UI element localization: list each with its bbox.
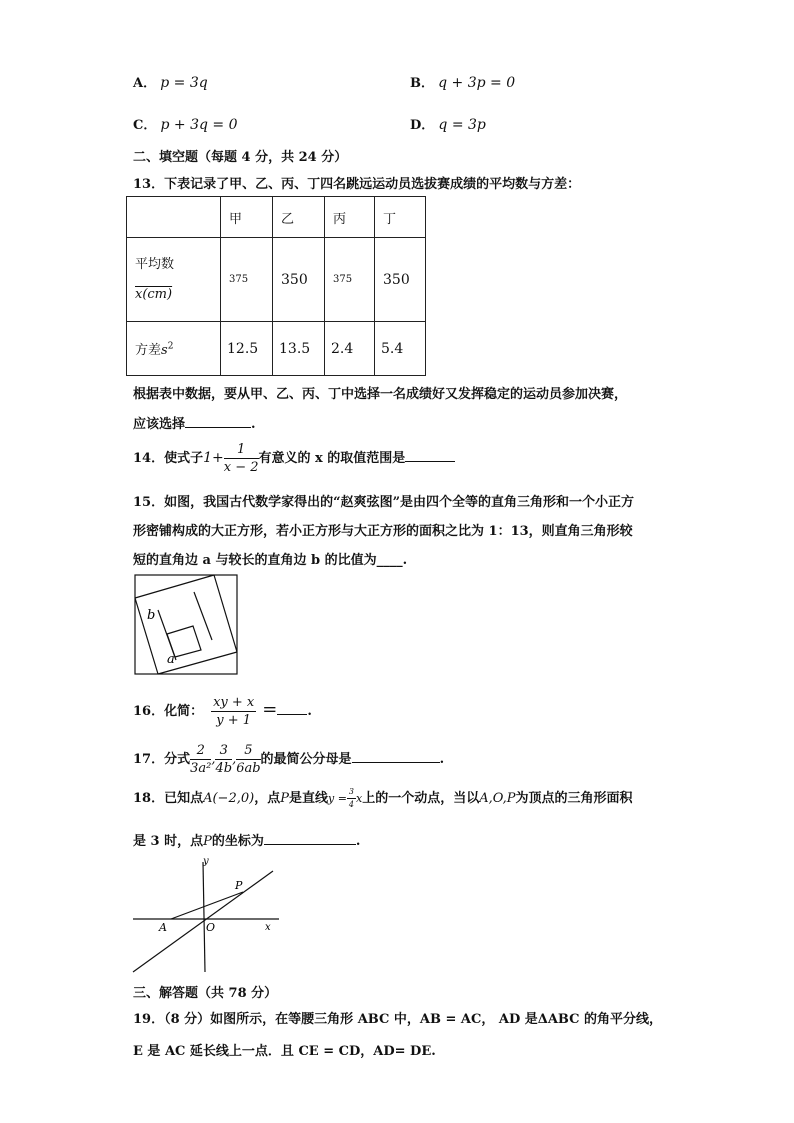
- q15-line1: 15．如图，我国古代数学家得出的“赵爽弦图”是由四个全等的直角三角形和一个小正方: [133, 495, 635, 510]
- choice-d: [410, 114, 486, 133]
- q18-mid3: 上的一个动点，当以: [362, 791, 480, 806]
- inner-square-edge: [194, 592, 212, 640]
- q16-frac-den: y + 1: [216, 713, 252, 728]
- q17-sep: ,: [211, 752, 216, 767]
- q18-line1: [133, 784, 633, 814]
- q18-prefix: 18．已知点: [133, 791, 204, 806]
- q17-frac2-den: 4b: [215, 761, 233, 776]
- q17-suffix-a: 的最简公分母是: [260, 752, 352, 767]
- choice-c-text: p + 3q = 0: [160, 117, 238, 133]
- triangle-edge: [135, 575, 214, 598]
- coordinate-figure: [131, 856, 281, 974]
- table-cell: 350: [273, 238, 325, 322]
- variance-symbol: s: [161, 343, 168, 358]
- q17-fraction-1: [190, 744, 211, 775]
- q14-frac-den: x − 2: [223, 460, 259, 475]
- label-P: P: [235, 879, 243, 892]
- label-y: y: [203, 856, 209, 867]
- choice-a-text: p = 3q: [160, 75, 208, 91]
- q13-stem: 13．下表记录了甲、乙、丙、丁四名跳远运动员选拔赛成绩的平均数与方差：: [133, 177, 581, 192]
- q17-sep: ,: [232, 752, 237, 767]
- q14: [133, 438, 455, 478]
- section-title-solutions: 三、解答题（共 78 分）: [133, 986, 278, 1001]
- mean-label-text: 平均数: [135, 256, 175, 272]
- q16: [133, 690, 312, 730]
- triangle-edge: [214, 575, 237, 652]
- table-row-variance-label: [127, 322, 221, 376]
- q18-eq-rhs: x: [356, 792, 363, 805]
- table-row-mean-label: [127, 238, 221, 322]
- q19-line2: E 是 AC 延长线上一点．且 CE = CD，AD= DE.: [133, 1044, 436, 1059]
- q17-frac1-den: 3a²: [190, 761, 212, 776]
- q16-fraction: [211, 696, 256, 727]
- q13-follow-suffix: .: [251, 417, 256, 432]
- q19-line1: 19．（8 分）如图所示，在等腰三角形 ABC 中，AB = AC， AD 是ΔABC 的角平分线，: [133, 1012, 663, 1027]
- table-cell: 5.4: [375, 322, 426, 376]
- label-A: A: [159, 921, 167, 934]
- table-cell: 375: [221, 238, 273, 322]
- table-corner-cell: [127, 197, 221, 238]
- section-title-fill-in: 二、填空题（每题 4 分，共 24 分）: [133, 150, 348, 165]
- q16-equals: =: [262, 699, 278, 720]
- label-x: x: [265, 922, 271, 933]
- q17-fraction-3: [236, 744, 260, 775]
- q13-follow-line2: [133, 413, 256, 432]
- q18-mid4: 为顶点的三角形面积: [515, 791, 633, 806]
- table-cell: 12.5: [221, 322, 273, 376]
- answer-blank[interactable]: [277, 702, 307, 715]
- q17: [133, 740, 444, 780]
- q18-p: P: [280, 791, 289, 806]
- choice-a-label: A．: [133, 76, 157, 91]
- q17-fraction-2: [215, 744, 232, 775]
- q17-frac3-num: 5: [236, 744, 260, 760]
- q13-follow-line1: 根据表中数据，要从甲、乙、丙、丁中选择一名成绩好又发挥稳定的运动员参加决赛，: [133, 387, 628, 402]
- q15-line3: 短的直角边 a 与较长的直角边 b 的比值为____.: [133, 553, 408, 568]
- q18-line2-suffix: 的坐标为: [211, 834, 264, 849]
- q18-p2: P: [203, 834, 212, 849]
- answer-blank[interactable]: [352, 750, 440, 763]
- q16-prefix: 16．化简：: [133, 704, 204, 719]
- label-O: O: [206, 921, 216, 934]
- q18-line2: [133, 830, 360, 849]
- q18-line2-end: .: [355, 834, 361, 849]
- q18-frac-den: 4: [348, 800, 355, 809]
- segment-AP: [171, 892, 243, 919]
- q17-suffix-b: .: [439, 752, 445, 767]
- table-header-bing: 丙: [325, 197, 375, 238]
- outer-square: [135, 575, 237, 674]
- mean-symbol: x(cm): [135, 286, 173, 302]
- table-cell: 13.5: [273, 322, 325, 376]
- q16-frac-num: xy + x: [213, 695, 255, 710]
- table-header-jia: 甲: [221, 197, 273, 238]
- table-cell: 350: [375, 238, 426, 322]
- q18-eq-lhs: y =: [327, 792, 347, 805]
- q14-fraction: [224, 443, 259, 474]
- table-cell: 375: [325, 238, 375, 322]
- q18-mid2: 是直线: [288, 791, 328, 806]
- q14-prefix: 14．使式子: [133, 451, 204, 466]
- q18-fraction: [347, 788, 356, 809]
- q14-suffix: 有意义的 x 的取值范围是: [258, 451, 406, 466]
- q18-frac-num: 3: [347, 788, 356, 799]
- q17-frac1-num: 2: [190, 744, 211, 760]
- choice-d-text: q = 3p: [438, 117, 486, 133]
- variance-label-text: 方差: [135, 343, 162, 358]
- choice-d-label: D．: [410, 118, 435, 133]
- choice-c-label: C．: [133, 118, 157, 133]
- label-b: b: [147, 608, 156, 623]
- table-cell: 2.4: [325, 322, 375, 376]
- q14-frac-num: 1: [224, 443, 259, 459]
- choice-c: [133, 114, 238, 133]
- variance-exponent: 2: [167, 341, 174, 352]
- q18-line2-prefix: 是 3 时，点: [133, 834, 204, 849]
- q15-line2: 形密铺构成的大正方形，若小正方形与大正方形的面积之比为 1：13，则直角三角形较: [133, 524, 633, 539]
- y-axis: [203, 862, 205, 972]
- q13-follow-prefix: 应该选择: [133, 417, 186, 432]
- scores-table: [126, 196, 426, 376]
- table-header-ding: 丁: [375, 197, 426, 238]
- q17-prefix: 17．分式: [133, 752, 191, 767]
- q18-vertices: A,O,P: [479, 791, 516, 806]
- choice-b-label: B．: [410, 76, 434, 91]
- q18-point: A(−2,0): [203, 791, 255, 806]
- answer-blank[interactable]: [264, 832, 356, 845]
- choice-b-text: q + 3p = 0: [438, 75, 516, 91]
- answer-blank[interactable]: [405, 449, 455, 462]
- q16-suffix: .: [307, 704, 312, 719]
- q17-frac2-num: 3: [215, 744, 232, 760]
- zhao-shuang-diagram: [134, 574, 238, 676]
- label-a: a: [167, 652, 175, 667]
- table-header-yi: 乙: [273, 197, 325, 238]
- q17-frac3-den: 6ab: [236, 761, 261, 776]
- choice-b: [410, 72, 515, 91]
- q18-mid1: ，点: [254, 791, 281, 806]
- answer-blank[interactable]: [185, 415, 251, 428]
- q14-expr-lead: 1+: [203, 450, 224, 466]
- choice-a: [133, 72, 208, 91]
